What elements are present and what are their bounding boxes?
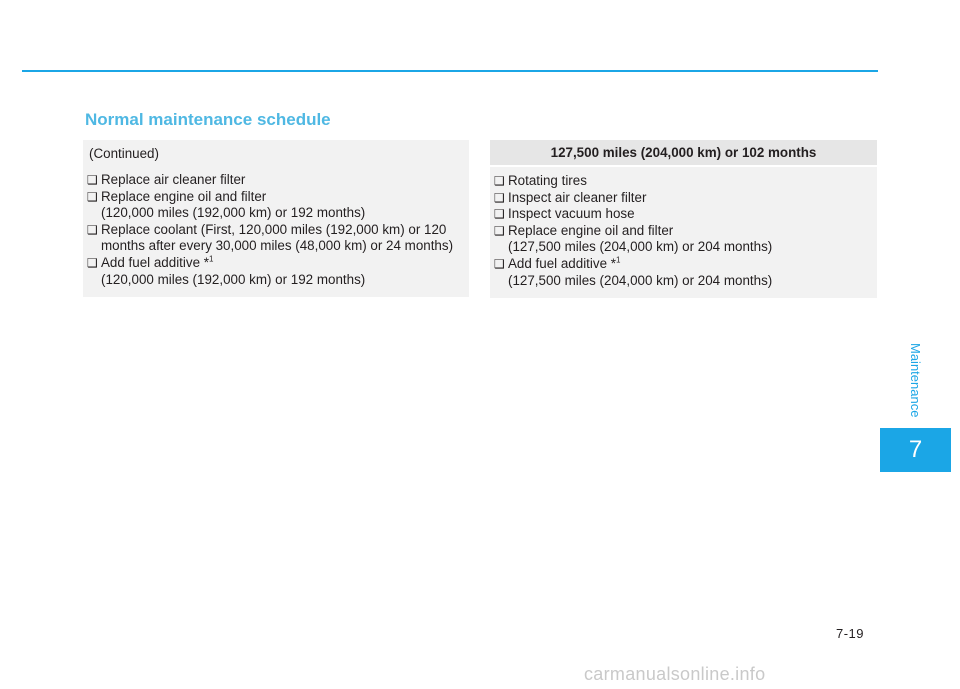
chapter-tab: 7 [880, 428, 951, 472]
item-subtext: (120,000 miles (192,000 km) or 192 months) [101, 205, 366, 221]
continued-label: (Continued) [89, 146, 159, 161]
right-schedule-panel [490, 140, 877, 298]
item-subtext: months after every 30,000 miles (48,000 km) or 24 months) [101, 238, 454, 254]
watermark: carmanualsonline.info [584, 664, 766, 684]
item-text: Replace air cleaner filter [101, 172, 246, 187]
chapter-side-label: Maintenance [908, 343, 923, 418]
checkbox-icon: ❑ [494, 207, 505, 222]
checkbox-icon: ❑ [494, 174, 505, 188]
item-text: Inspect air cleaner filter [508, 189, 647, 205]
checkbox-icon: ❑ [87, 222, 98, 237]
item-subtext: (120,000 miles (192,000 km) or 192 months) [101, 271, 366, 287]
list-item [494, 173, 772, 190]
list-item [87, 172, 453, 189]
list-item [494, 256, 772, 289]
list-item [87, 255, 453, 288]
list-item [494, 190, 772, 207]
checkbox-icon: ❑ [494, 223, 505, 238]
item-subtext: (127,500 miles (204,000 km) or 204 months) [508, 272, 773, 288]
checkbox-icon: ❑ [87, 173, 98, 187]
checkbox-icon: ❑ [494, 190, 505, 205]
right-panel-body [490, 167, 877, 298]
item-text: Replace engine oil and filter [508, 222, 674, 238]
item-text: Add fuel additive * [508, 255, 616, 271]
item-text: Add fuel additive * [101, 254, 209, 270]
list-item [494, 206, 772, 223]
left-schedule-panel [83, 140, 469, 297]
page-number: 7-19 [836, 626, 865, 641]
item-text: Inspect vacuum hose [508, 206, 635, 222]
list-item [494, 223, 772, 256]
section-title: Normal maintenance schedule [85, 110, 331, 129]
left-item-list [87, 172, 453, 288]
right-item-list [494, 173, 772, 289]
list-item [87, 189, 453, 222]
checkbox-icon: ❑ [87, 189, 98, 204]
footnote-marker: 1 [208, 254, 214, 264]
checkbox-icon: ❑ [494, 256, 505, 271]
item-subtext: (127,500 miles (204,000 km) or 204 months) [508, 239, 773, 255]
checkbox-icon: ❑ [87, 255, 98, 270]
top-rule [22, 70, 878, 72]
item-text: Replace coolant (First, 120,000 miles (192,000 km) or 120 [101, 221, 447, 237]
list-item [87, 222, 453, 255]
interval-heading: 127,500 miles (204,000 km) or 102 months [490, 140, 877, 165]
footnote-marker: 1 [615, 255, 621, 265]
item-text: Replace engine oil and filter [101, 188, 267, 204]
item-text: Rotating tires [508, 173, 587, 188]
